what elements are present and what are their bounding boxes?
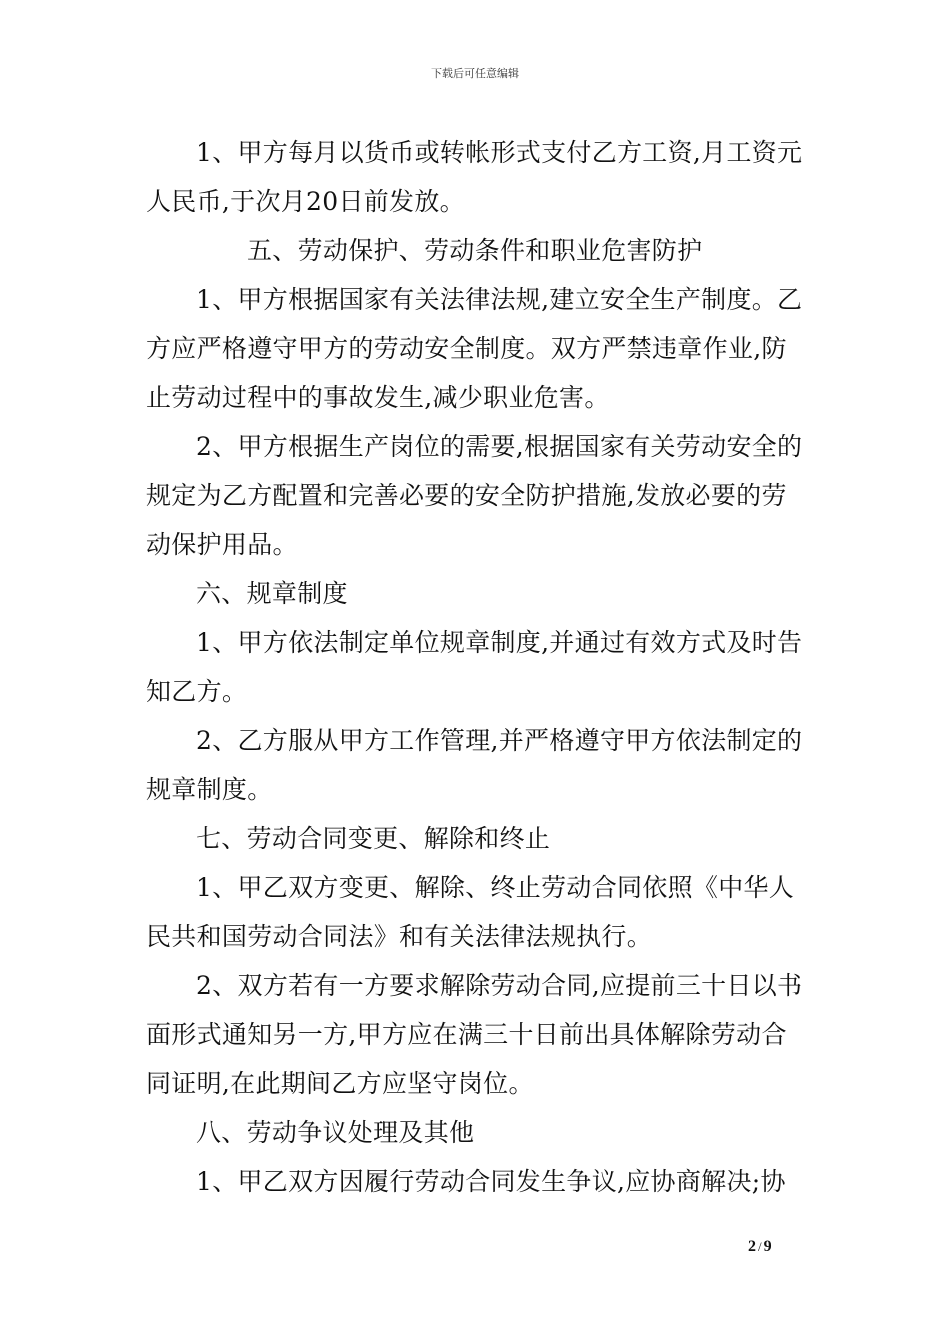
page-total: 9 [763,1238,772,1255]
paragraph-termination-notice: 2、双方若有一方要求解除劳动合同,应提前三十日以书面形式通知另一方,甲方应在满三十日前出具体解除劳动合同证明,在此期间乙方应坚守岗位。 [146,971,803,1098]
document-body [146,128,806,1206]
section-heading-labor-protection: 五、劳动保护、劳动条件和职业危害防护 [247,236,703,265]
paragraph-protective-equipment: 2、甲方根据生产岗位的需要,根据国家有关劳动安全的规定为乙方配置和完善必要的安全防护措施,发放必要的劳动保护用品。 [146,432,803,559]
section-heading-disputes: 八、劳动争议处理及其他 [196,1118,475,1147]
section-heading-contract-change: 七、劳动合同变更、解除和终止 [196,824,551,853]
page-current: 2 [748,1238,756,1255]
paragraph-dispute-resolution: 1、甲乙双方因履行劳动合同发生争议,应协商解决;协 [196,1167,786,1196]
page-number [748,1238,772,1256]
paragraph-wage-payment: 1、甲方每月以货币或转帐形式支付乙方工资,月工资元人民币,于次月20日前发放。 [146,138,803,216]
paragraph-safety-system: 1、甲方根据国家有关法律法规,建立安全生产制度。乙方应严格遵守甲方的劳动安全制度。双方严禁违章作业,防止劳动过程中的事故发生,减少职业危害。 [146,285,803,412]
paragraph-contract-law: 1、甲乙双方变更、解除、终止劳动合同依照《中华人民共和国劳动合同法》和有关法律法规执行。 [146,873,795,951]
page-separator: / [758,1239,762,1254]
paragraph-rules-compliance: 2、乙方服从甲方工作管理,并严格遵守甲方依法制定的规章制度。 [146,726,803,804]
section-heading-rules: 六、规章制度 [196,579,348,608]
paragraph-rules-notice: 1、甲方依法制定单位规章制度,并通过有效方式及时告知乙方。 [146,628,803,706]
page-header: 下载后可任意编辑 [431,67,519,80]
